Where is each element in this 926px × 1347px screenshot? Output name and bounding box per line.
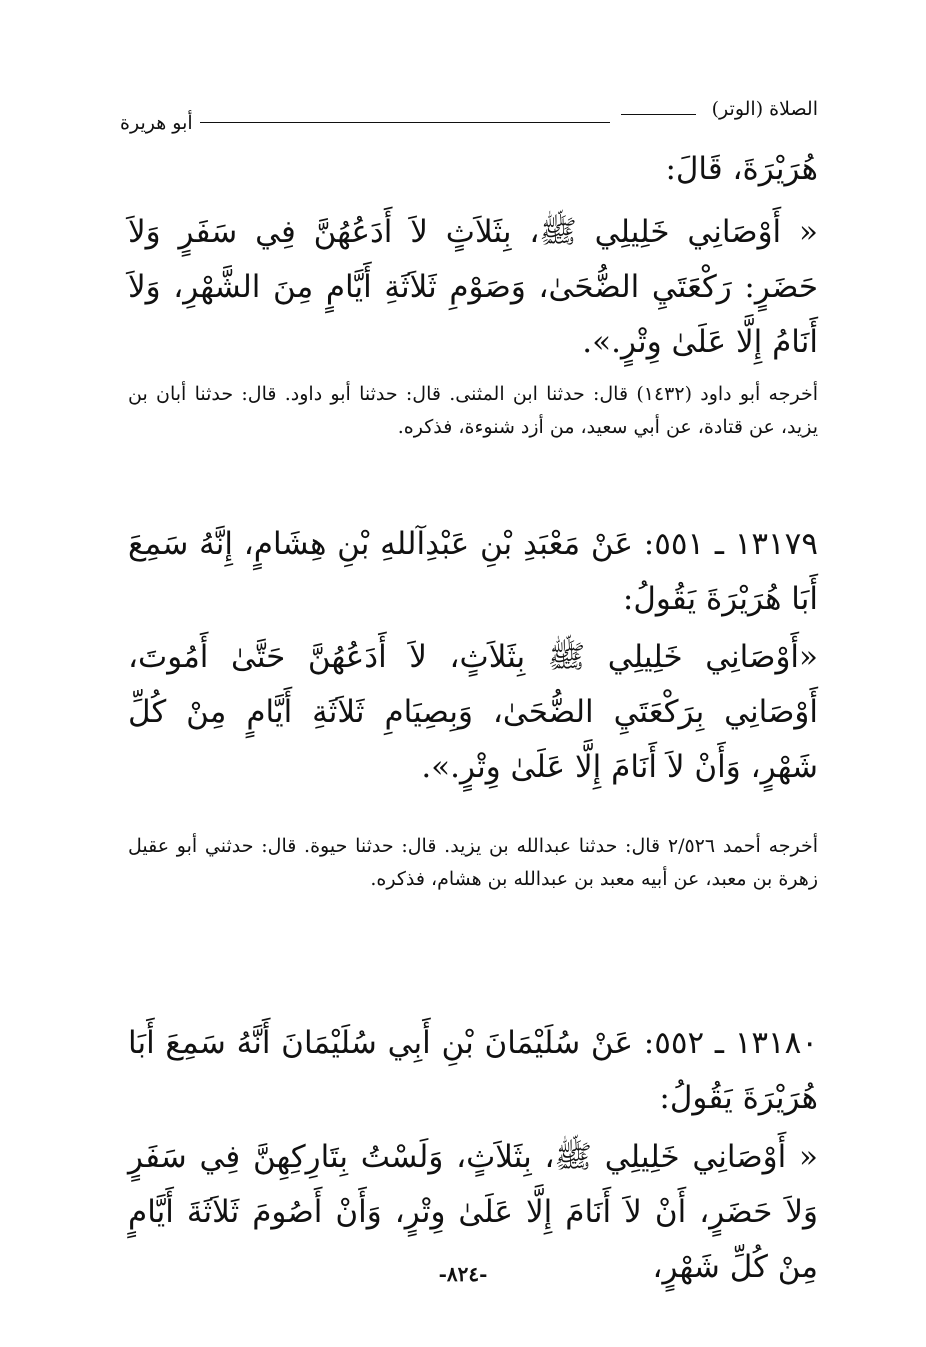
header-section-title: الصلاة (الوتر) <box>711 98 818 120</box>
hadith-text: « أَوْصَانِي خَلِيلِي ﷺ، بِثَلاَثٍ، وَلَسْتُ بِتَارِكِهِنَّ فِي سَفَرٍ وَلاَ حَضَرٍ، أَنْ لاَ أَنَامَ إِلَّا عَلَىٰ وِتْرٍ، وَأَنْ أَصُومَ ثَلاَثَةَ أَيَّامٍ مِنْ كُلِّ شَهْرٍ، <box>128 1139 818 1285</box>
hadith-continuation: هُرَيْرَةَ، قَالَ: <box>665 151 818 187</box>
header-narrator: أبو هريرة <box>120 112 193 134</box>
hadith-heading: ١٣١٨٠ ـ ٥٥٢: عَنْ سُلَيْمَانَ بْنِ أَبِي سُلَيْمَانَ أَنَّهُ سَمِعَ أَبَا هُرَيْرَةَ يَقُولُ: <box>128 1025 818 1116</box>
header-rule <box>621 114 696 115</box>
takhrij-note: أخرجه أبو داود (١٤٣٢) قال: حدثنا ابن المثنى. قال: حدثنا أبو داود. قال: حدثنا أبان بن يزيد، عن قتادة، عن أبي سعيد، من أزد شنوءة، فذكره. <box>128 383 818 438</box>
hadith-text: « أَوْصَانِي خَلِيلِي ﷺ، بِثَلاَثٍ لاَ أَدَعُهُنَّ فِي سَفَرٍ وَلاَ حَضَرٍ: رَكْعَتَيِ الضُّحَىٰ، وَصَوْمِ ثَلاَثَةِ أَيَّامٍ مِنَ الشَّهْرِ، وَلاَ أَنَامُ إِلَّا عَلَىٰ وِتْرٍ.». <box>128 214 818 360</box>
hadith-heading: ١٣١٧٩ ـ ٥٥١: عَنْ مَعْبَدِ بْنِ عَبْدِآللهِ بْنِ هِشَامٍ، إِنَّهُ سَمِعَ أَبَا هُرَيْرَةَ يَقُولُ: <box>128 526 818 617</box>
hadith-text: «أَوْصَانِي خَلِيلِي ﷺ بِثَلاَثٍ، لاَ أَدَعُهُنَّ حَتَّىٰ أَمُوتَ، أَوْصَانِي بِرَكْعَتَيِ الضُّحَىٰ، وَبِصِيَامِ ثَلاَثَةِ أَيَّامٍ مِنْ كُلِّ شَهْرٍ، وَأَنْ لاَ أَنَامَ إِلَّا عَلَىٰ وِتْرٍ.». <box>128 639 818 785</box>
page-number: -٨٢٤- <box>438 1262 488 1286</box>
header-rule <box>200 122 610 123</box>
running-header <box>120 98 818 134</box>
takhrij-note: أخرجه أحمد ٢/٥٢٦ قال: حدثنا عبدالله بن يزيد. قال: حدثنا حيوة. قال: حدثني أبو عقيل زهرة بن معبد، عن أبيه معبد بن عبدالله بن هشام، فذكره. <box>128 835 819 890</box>
